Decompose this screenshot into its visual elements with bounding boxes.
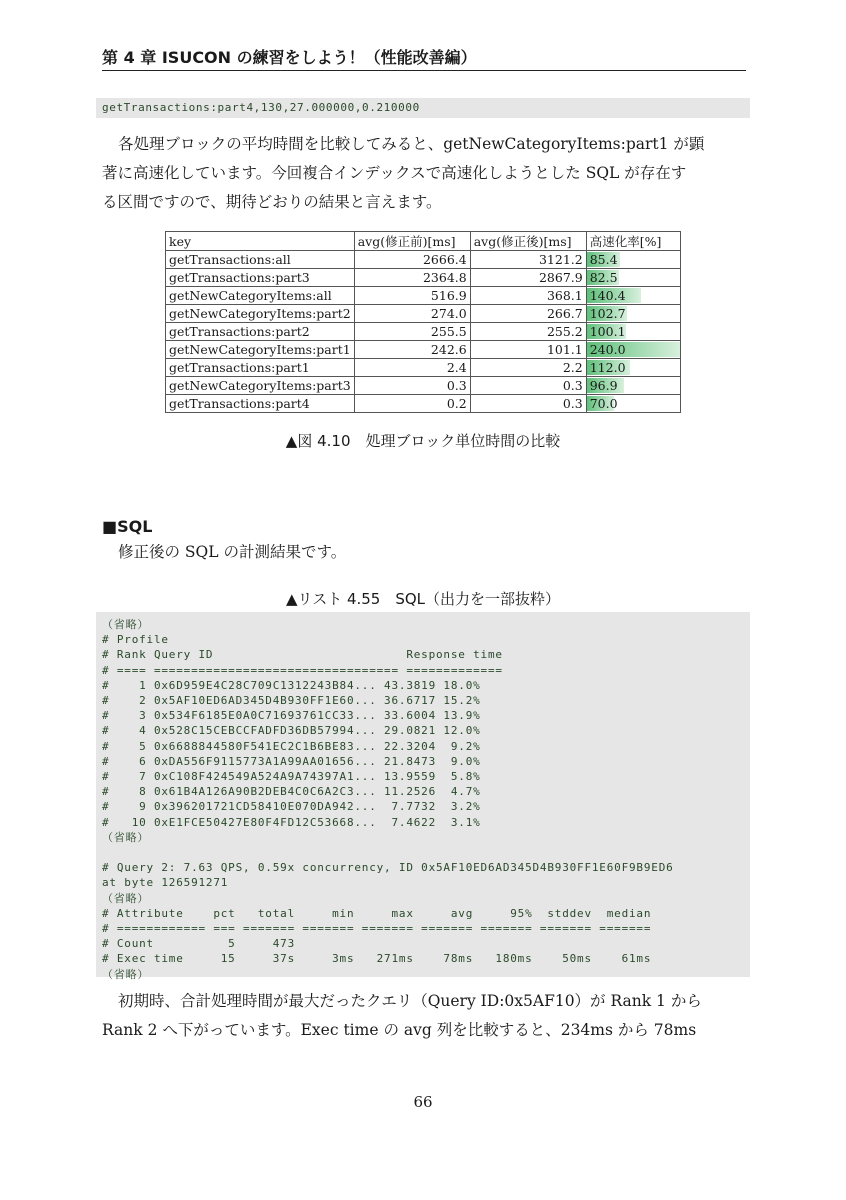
cell-rate [586, 323, 680, 341]
code-line: # 5 0x6688844580F541EC2C1B6BE83... 22.3204 9.2% [102, 739, 481, 753]
cell-rate [586, 305, 680, 323]
paragraph-intro [102, 130, 748, 217]
header-after: avg(修正後)[ms] [470, 232, 586, 251]
comparison-table [165, 231, 681, 413]
cell-key: getTransactions:part4 [166, 395, 355, 413]
cell-key: getNewCategoryItems:all [166, 287, 355, 305]
header-key: key [166, 232, 355, 251]
cell-after: 0.3 [470, 395, 586, 413]
code-line: # Rank Query ID Response time [102, 648, 503, 662]
sql-code-block [96, 612, 750, 981]
table-row [166, 251, 681, 269]
code-line: # 3 0x534F6185E0A0C71693761CC33... 33.6004 13.9% [102, 709, 481, 723]
rate-value: 102.7 [589, 306, 626, 321]
cell-after: 0.3 [470, 377, 586, 395]
table-row [166, 323, 681, 341]
cell-before: 2666.4 [354, 251, 470, 269]
cell-key: getNewCategoryItems:part1 [166, 341, 355, 359]
cell-after: 368.1 [470, 287, 586, 305]
cell-before: 0.2 [354, 395, 470, 413]
sql-code-lines [102, 617, 674, 982]
cell-after: 266.7 [470, 305, 586, 323]
cell-key: getTransactions:part2 [166, 323, 355, 341]
code-line: # 10 0xE1FCE50427E80F4FD12C53668... 7.4622 3.1% [102, 815, 481, 829]
code-line: （省略） [102, 830, 150, 844]
code-snippet-top [96, 98, 750, 118]
code-line: # Query 2: 7.63 QPS, 0.59x concurrency, ID 0x5AF10ED6AD345D4B930FF1E60F9B9ED6 [102, 861, 674, 875]
table-row [166, 269, 681, 287]
code-line: （省略） [102, 891, 150, 905]
code-line: # Count 5 473 [102, 937, 295, 951]
cell-rate [586, 269, 680, 287]
code-line: at byte 126591271 [102, 876, 229, 890]
cell-rate [586, 341, 680, 359]
cell-before: 516.9 [354, 287, 470, 305]
cell-key: getTransactions:part1 [166, 359, 355, 377]
rate-value: 100.1 [589, 324, 626, 339]
code-line: # 9 0x396201721CD58410E070DA942... 7.7732 3.2% [102, 800, 481, 814]
cell-rate [586, 287, 680, 305]
code-line: # ============ === ======= ======= ======= ======= ======= ======= ======= [102, 922, 652, 936]
rate-value: 96.9 [589, 378, 618, 393]
code-line: # 2 0x5AF10ED6AD345D4B930FF1E60... 36.6717 15.2% [102, 694, 481, 708]
code-line: （省略） [102, 618, 150, 631]
cell-rate [586, 377, 680, 395]
cell-after: 2.2 [470, 359, 586, 377]
code-line: # 8 0x61B4A126A90B2DEB4C0C6A2C3... 11.2526 4.7% [102, 785, 481, 799]
cell-before: 2.4 [354, 359, 470, 377]
paragraph-text: 各処理ブロックの平均時間を比較してみると、getNewCategoryItems:part1 が顕 著に高速化しています。今回複合インデックスで高速化しようとした SQL が存在す る区間ですので、期待どおりの結果と言えます。 [102, 135, 705, 211]
header-before: avg(修正前)[ms] [354, 232, 470, 251]
section-title: ■SQL [102, 517, 153, 536]
rate-value: 240.0 [589, 342, 626, 357]
table-row [166, 305, 681, 323]
section-intro: 修正後の SQL の計測結果です。 [118, 543, 347, 561]
cell-rate [586, 359, 680, 377]
cell-before: 0.3 [354, 377, 470, 395]
code-line: （省略） [102, 967, 150, 981]
cell-before: 255.5 [354, 323, 470, 341]
cell-before: 274.0 [354, 305, 470, 323]
paragraph-text: 初期時、合計処理時間が最大だったクエリ（Query ID:0x5AF10）が Rank 1 から Rank 2 へ下がっています。Exec time の avg 列を比較すると、234ms から 78ms [102, 992, 702, 1039]
list-caption: ▲リスト 4.55 SQL（出力を一部抜粋） [285, 590, 561, 608]
code-line: # Attribute pct total min max avg 95% stddev median [102, 906, 652, 920]
cell-key: getNewCategoryItems:part3 [166, 377, 355, 395]
paragraph-conclusion [102, 987, 748, 1045]
code-line: # Profile [102, 633, 169, 647]
rate-value: 112.0 [589, 360, 626, 375]
code-line: # 1 0x6D959E4C28C709C1312243B84... 43.3819 18.0% [102, 678, 481, 692]
cell-after: 2867.9 [470, 269, 586, 287]
rate-value: 140.4 [589, 288, 626, 303]
table-row [166, 359, 681, 377]
cell-key: getTransactions:part3 [166, 269, 355, 287]
code-line: # ==== ================================= ============= [102, 663, 503, 677]
comparison-table-figure [165, 231, 681, 415]
page-number: 66 [413, 1093, 433, 1111]
table-row [166, 341, 681, 359]
table-row [166, 395, 681, 413]
cell-rate [586, 395, 680, 413]
rate-value: 70.0 [589, 396, 618, 411]
code-line: # Exec time 15 37s 3ms 271ms 78ms 180ms 50ms 61ms [102, 952, 652, 966]
rate-value: 82.5 [589, 270, 618, 285]
code-line: # 4 0x528C15CEBCCFADFD36DB57994... 29.0821 12.0% [102, 724, 481, 738]
table-row [166, 377, 681, 395]
chapter-header: 第 4 章 ISUCON の練習をしよう！（性能改善編） [102, 48, 746, 71]
code-line: # 7 0xC108F424549A524A9A74397A1... 13.9559 5.8% [102, 770, 481, 784]
cell-rate [586, 251, 680, 269]
cell-before: 2364.8 [354, 269, 470, 287]
code-line: getTransactions:part4,130,27.000000,0.210000 [102, 101, 420, 114]
code-line: # 6 0xDA556F9115773A1A99AA01656... 21.8473 9.0% [102, 754, 481, 768]
cell-before: 242.6 [354, 341, 470, 359]
table-row [166, 287, 681, 305]
rate-value: 85.4 [589, 252, 618, 267]
cell-after: 101.1 [470, 341, 586, 359]
cell-key: getTransactions:all [166, 251, 355, 269]
code-line [102, 845, 674, 860]
cell-after: 255.2 [470, 323, 586, 341]
cell-key: getNewCategoryItems:part2 [166, 305, 355, 323]
header-rate: 高速化率[%] [586, 232, 680, 251]
figure-caption: ▲図 4.10 処理ブロック単位時間の比較 [285, 432, 561, 450]
cell-after: 3121.2 [470, 251, 586, 269]
table-header-row [166, 232, 681, 251]
